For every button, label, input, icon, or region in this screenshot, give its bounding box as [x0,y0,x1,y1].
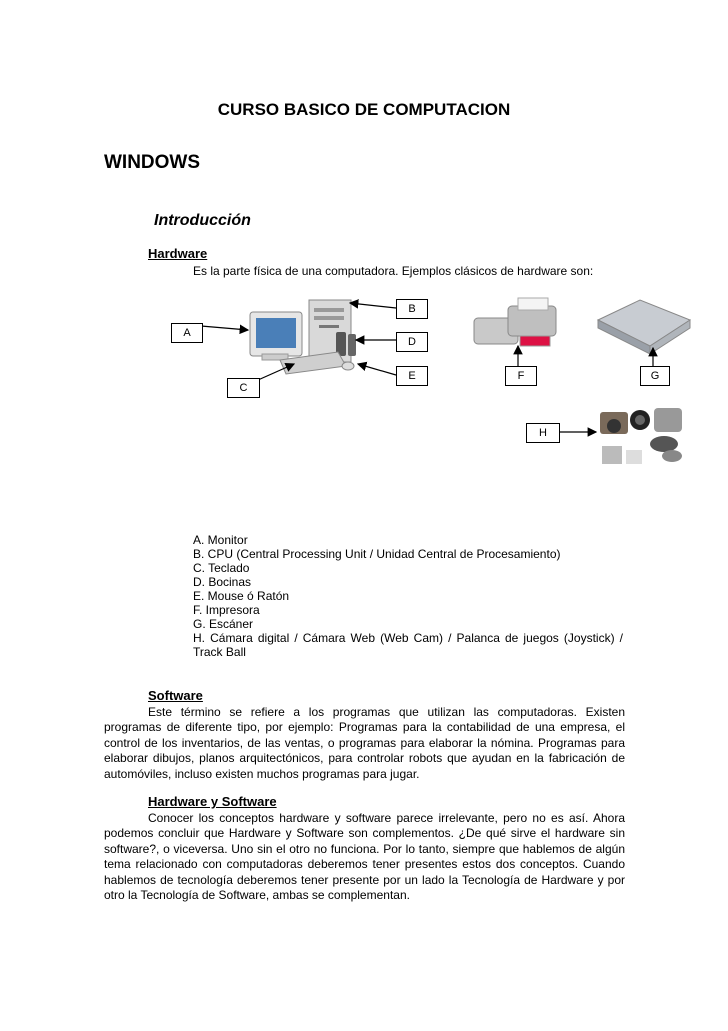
software-heading: Software [148,688,203,703]
label-c: C [227,378,260,398]
section-heading: WINDOWS [104,152,201,173]
software-paragraph: Este término se refiere a los programas que utilizan las computadoras. Existen programas de diferente tipo, por ejemplo: Programas para la contabilidad de una empresa, el control de los inventarios, de las ventas, o programas para elaborar la nómina. Programas para elaborar dibujos, planos arquitectónicos, para controlar robots que ayudan en la fabricación de automóviles, incluso existen muchos programas para jugar. [104,705,625,781]
list-item: E. Mouse ó Ratón [193,589,290,603]
peripherals-image [600,408,682,464]
hardware-heading: Hardware [148,246,208,261]
computer-image [250,300,356,374]
label-b: B [396,299,428,319]
label-e: E [396,366,428,386]
label-d: D [396,332,428,352]
printer-image [474,298,556,346]
hw-sw-heading: Hardware y Software [148,794,277,809]
hw-sw-paragraph: Conocer los conceptos hardware y software parece irrelevante, pero no es así. Ahora podemos concluir que Hardware y Software son complementos. ¿De qué sirve el hardware sin software?, o viceversa. Uno sin el otro no funciona. Por lo tanto, siempre que hablemos de algún tema relacionado con computadoras deberemos tener presentes estos dos conceptos. Cuando hablemos de tecnología deberemos tener presente por un lado la Tecnología de Hardware y por otro la Tecnología de Software, ambas se complementan. [104,811,625,903]
document-title: CURSO BASICO DE COMPUTACION [217,100,511,119]
scanner-image [598,300,690,354]
hardware-list [193,533,623,659]
list-item: C. Teclado [193,561,250,575]
list-item: D. Bocinas [193,575,252,589]
list-item: G. Escáner [193,617,254,631]
list-item: F. Impresora [193,603,260,617]
label-f: F [505,366,537,386]
hardware-intro: Es la parte física de una computadora. Ejemplos clásicos de hardware son: [193,264,594,278]
list-item: H. Cámara digital / Cámara Web (Web Cam) / Palanca de juegos (Joystick) / Track Ball [193,631,623,659]
list-item: A. Monitor [193,533,248,547]
label-a: A [171,323,203,343]
label-h: H [526,423,560,443]
label-g: G [640,366,670,386]
subtitle: Introducción [154,212,251,229]
list-item: B. CPU (Central Processing Unit / Unidad Central de Procesamiento) [193,547,561,561]
